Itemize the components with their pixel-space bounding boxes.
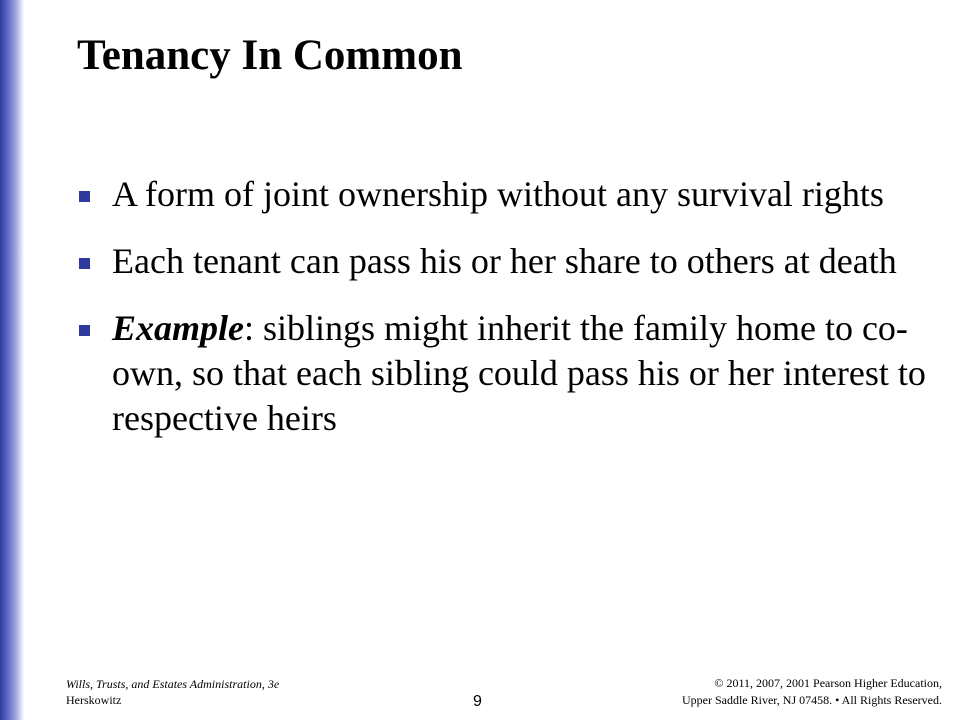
footer-copyright — [682, 675, 942, 709]
copyright-line-2: Upper Saddle River, NJ 07458. • All Rights Reserved. — [681, 693, 942, 707]
square-bullet-icon — [79, 191, 90, 202]
bullet-list — [76, 172, 936, 463]
square-bullet-icon — [79, 258, 90, 269]
bullet-item — [76, 172, 936, 217]
page-number: 9 — [473, 693, 482, 710]
copyright-line-1: © 2011, 2007, 2001 Pearson Higher Education, — [714, 676, 942, 690]
bullet-item — [76, 239, 936, 284]
footer-book-title: Wills, Trusts, and Estates Administration, 3e — [66, 677, 280, 691]
bullet-text: A form of joint ownership without any survival rights — [112, 174, 884, 214]
square-bullet-icon — [79, 325, 90, 336]
bullet-emphasis: Example — [112, 308, 244, 348]
bullet-text: Each tenant can pass his or her share to others at death — [112, 241, 897, 281]
bullet-text: : siblings might inherit the family home to co-own, so that each sibling could pass his or her interest to respective heirs — [112, 308, 926, 438]
decorative-side-bar — [0, 0, 24, 720]
footer-book-info — [66, 676, 279, 708]
bullet-item — [76, 306, 936, 441]
slide-title: Tenancy In Common — [77, 32, 463, 79]
footer-author: Herskowitz — [66, 693, 122, 707]
